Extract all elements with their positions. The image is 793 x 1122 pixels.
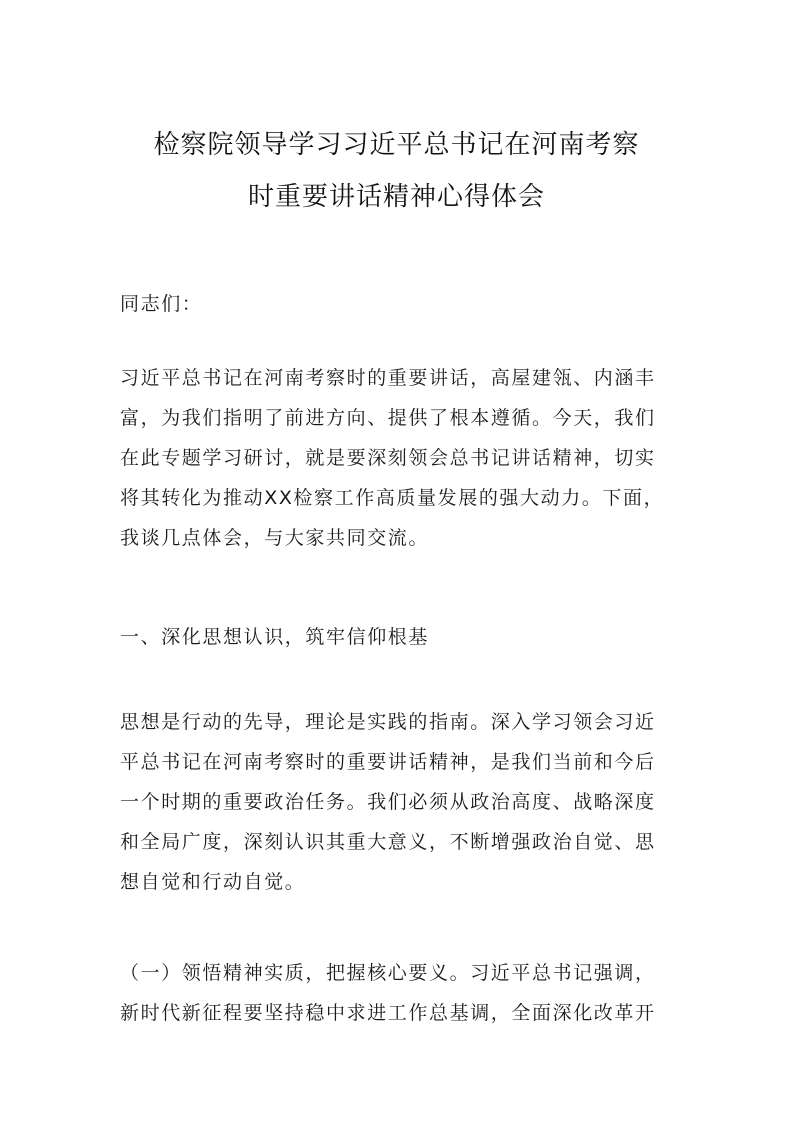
paragraph-line: （一）领悟精神实质，把握核心要义。习近平总书记强调， — [120, 962, 656, 984]
paragraph-line: 想自觉和行动自觉。 — [120, 871, 306, 893]
paragraph-line: 富，为我们指明了前进方向、提供了根本遵循。今天，我们 — [120, 407, 656, 429]
intro-paragraph — [120, 358, 676, 558]
section-body-paragraph — [120, 702, 676, 902]
salutation-text: 同志们： — [120, 293, 203, 315]
paragraph-line: 将其转化为推动XX检察工作高质量发展的强大动力。下面， — [120, 487, 665, 509]
section-heading-text: 一、深化思想认识，筑牢信仰根基 — [120, 626, 430, 648]
paragraph-line: 思想是行动的先导，理论是实践的指南。深入学习领会习近 — [120, 711, 656, 733]
section-heading — [120, 617, 676, 657]
paragraph-line: 我谈几点体会，与大家共同交流。 — [120, 527, 430, 549]
salutation — [120, 284, 676, 324]
subsection-paragraph — [120, 953, 676, 1033]
paragraph-line: 习近平总书记在河南考察时的重要讲话，高屋建瓴、内涵丰 — [120, 367, 656, 389]
paragraph-line: 和全局广度，深刻认识其重大意义，不断增强政治自觉、思 — [120, 831, 656, 853]
document-title-line-2: 时重要讲话精神心得体会 — [247, 182, 545, 212]
paragraph-line: 平总书记在河南考察时的重要讲话精神，是我们当前和今后 — [120, 751, 656, 773]
document-title-line-1: 检察院领导学习习近平总书记在河南考察 — [153, 130, 640, 160]
paragraph-line: 一个时期的重要政治任务。我们必须从政治高度、战略深度 — [120, 791, 656, 813]
paragraph-line: 新时代新征程要坚持稳中求进工作总基调，全面深化改革开 — [120, 1002, 656, 1024]
paragraph-line: 在此专题学习研讨，就是要深刻领会总书记讲话精神，切实 — [120, 447, 656, 469]
